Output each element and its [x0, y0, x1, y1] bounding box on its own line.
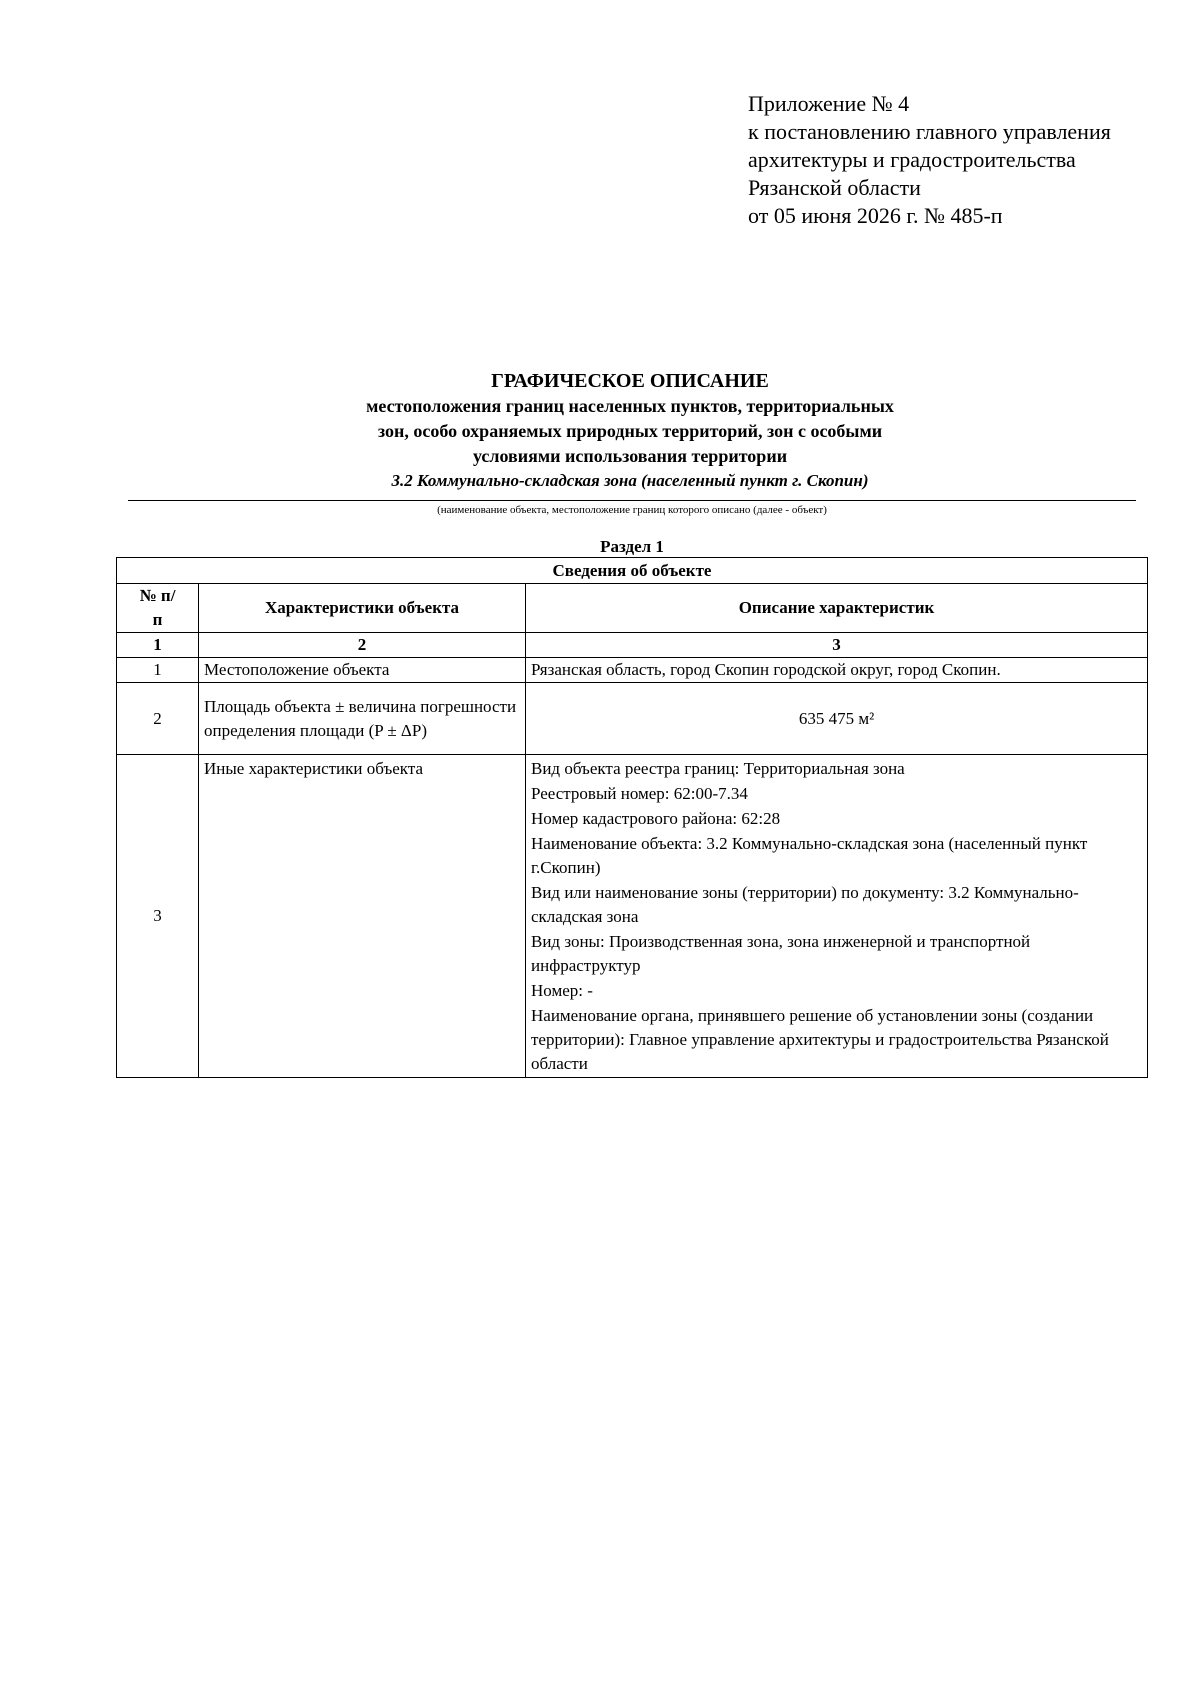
object-name: 3.2 Коммунально-складская зона (населенный пункт г. Скопин) [391, 471, 869, 490]
description-line: Реестровый номер: 62:00-7.34 [531, 784, 748, 803]
appendix-line: Рязанской области [748, 175, 921, 200]
row-description [526, 755, 1148, 1078]
header-num [117, 584, 199, 633]
document-title: ГРАФИЧЕСКОЕ ОПИСАНИЕ [491, 370, 769, 392]
row-characteristic: Местоположение объекта [199, 658, 526, 683]
description-line: Вид или наименование зоны (территории) по документу: 3.2 Коммунально-складская зона [531, 883, 1079, 926]
table-row [117, 683, 1148, 755]
object-name-caption: (наименование объекта, местоположение границ которого описано (далее - объект) [437, 504, 827, 516]
appendix-line: к постановлению главного управления [748, 119, 1111, 144]
description-line: Вид объекта реестра границ: Территориальная зона [531, 759, 905, 778]
title-block [120, 368, 1140, 493]
table-caption: Сведения об объекте [117, 558, 1148, 584]
row-description: Рязанская область, город Скопин городской округ, город Скопин. [526, 658, 1148, 683]
document-subtitle-line: условиями использования территории [472, 446, 788, 466]
object-info-table [116, 557, 1148, 1078]
table-row [117, 755, 1148, 1078]
row-num: 2 [117, 683, 199, 755]
column-number: 3 [526, 633, 1148, 658]
description-line: Наименование объекта: 3.2 Коммунально-складская зона (населенный пункт г.Скопин) [531, 834, 1088, 877]
document-subtitle-line: зон, особо охраняемых природных территорий, зон с особыми [377, 421, 883, 441]
header-description: Описание характеристик [526, 584, 1148, 633]
row-num: 1 [117, 658, 199, 683]
appendix-block [748, 90, 1111, 230]
row-num: 3 [117, 755, 199, 1078]
appendix-line: архитектуры и градостроительства [748, 147, 1076, 172]
description-line: Наименование органа, принявшего решение об установлении зоны (создании территории): Главное управление архитектуры и градостроительства Рязанской области [531, 1006, 1109, 1073]
header-num-label: № п/п [139, 586, 176, 629]
object-name-underline [128, 500, 1136, 501]
description-line: Номер кадастрового района: 62:28 [531, 809, 781, 828]
table-row [117, 658, 1148, 683]
appendix-line: Приложение № 4 [748, 91, 910, 116]
header-characteristic: Характеристики объекта [199, 584, 526, 633]
column-number: 1 [117, 633, 199, 658]
table-caption-row [117, 558, 1148, 584]
column-numbers-row [117, 633, 1148, 658]
description-line: Вид зоны: Производственная зона, зона инженерной и транспортной инфраструктур [531, 932, 1031, 975]
appendix-line: от 05 июня 2026 г. № 485-п [748, 203, 1003, 228]
row-description: 635 475 м² [526, 683, 1148, 755]
row-characteristic: Площадь объекта ± величина погрешности определения площади (P ± ΔP) [199, 683, 526, 755]
document-subtitle-line: местоположения границ населенных пунктов, территориальных [366, 396, 894, 416]
description-line: Номер: - [531, 981, 593, 1000]
row-characteristic: Иные характеристики объекта [199, 755, 526, 1078]
section-label: Раздел 1 [600, 537, 664, 556]
column-number: 2 [199, 633, 526, 658]
table-header-row [117, 584, 1148, 633]
